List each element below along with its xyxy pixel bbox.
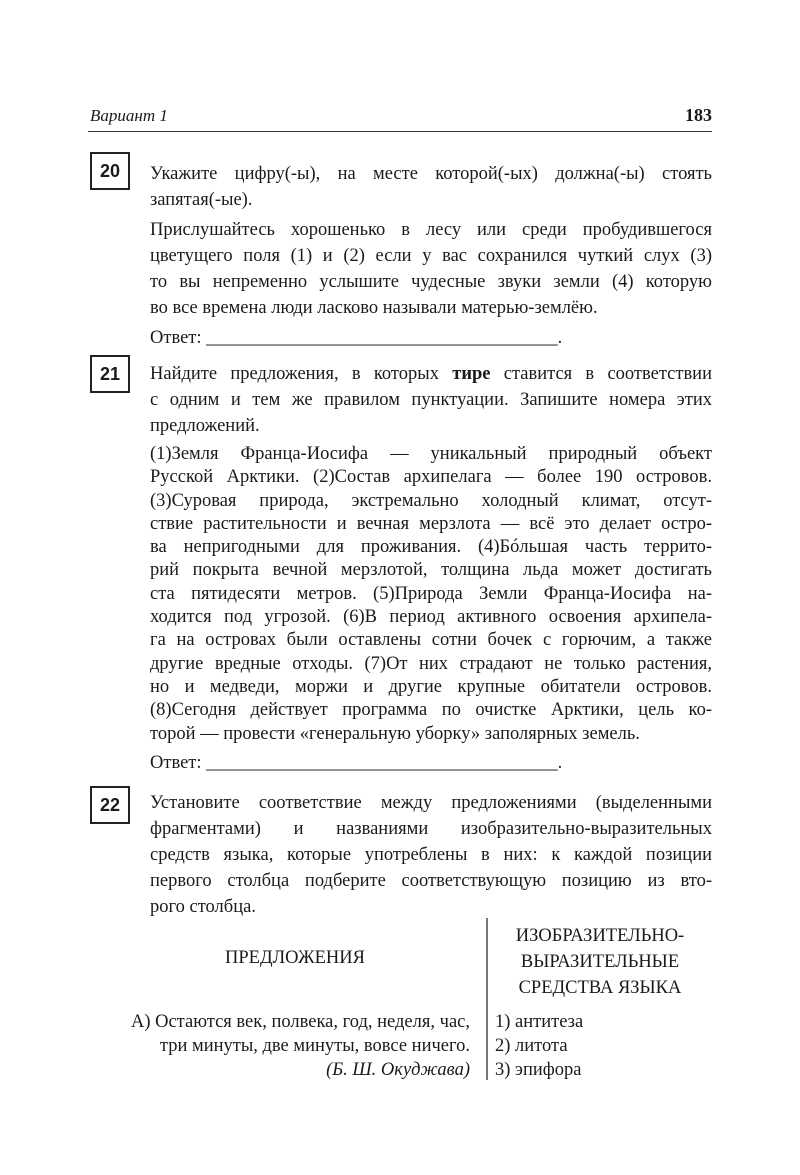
means-option: 1) антитеза	[495, 1012, 584, 1032]
task-line: первого столбца подберите соответствующую позицию из вто-	[150, 871, 712, 891]
text-line: другие вредные отходы. (7)От них страдают не только растения,	[150, 653, 712, 674]
text-line: ва непригодными для проживания. (4)Бóльшая часть террито-	[150, 537, 712, 558]
answer-line[interactable]: Ответ: ______________________________________.	[150, 752, 563, 773]
running-header-variant: Вариант 1	[90, 106, 168, 125]
means-option: 2) литота	[495, 1036, 568, 1056]
text-line: ходится под угрозой. (6)В период активного освоения архипела-	[150, 607, 712, 628]
task-text: ставится в соответствии	[490, 364, 712, 384]
sentence-a-author: (Б. Ш. Окуджава)	[326, 1060, 470, 1080]
question-20	[150, 161, 712, 351]
text-line: торой — провести «генеральную уборку» заполярных земель.	[150, 723, 640, 744]
question-number-20: 20	[90, 152, 130, 190]
text-line: га на островах были оставлены сотни бочек с горючим, а также	[150, 630, 712, 651]
text-line: (1)Земля Франца-Иосифа — уникальный природный объект	[150, 444, 712, 464]
header-line: СРЕДСТВА ЯЗЫКА	[518, 978, 682, 998]
header-line: ИЗОБРАЗИТЕЛЬНО-	[515, 926, 685, 946]
task-line: рого столбца.	[150, 897, 256, 917]
task-keyword: тире	[452, 364, 491, 384]
question-21	[150, 361, 712, 776]
question-22	[150, 790, 712, 920]
text-line: но и медведи, моржи и другие крупные обитатели островов.	[150, 676, 712, 697]
task-line	[150, 361, 712, 387]
page-number: 183	[685, 105, 712, 125]
text-line: во все времена люди ласково называли матерью-землёю.	[150, 298, 598, 318]
column-divider	[486, 918, 488, 1080]
text-line: ста пятидесяти метров. (5)Природа Земли Франца-Иосифа на-	[150, 583, 712, 604]
header-line: ВЫРАЗИТЕЛЬНЫЕ	[520, 952, 680, 972]
text-line: ствие растительности и вечная мерзлота — всё это делает остро-	[150, 513, 712, 534]
task-line: средств языка, которые употреблены в них: к каждой позиции	[150, 845, 712, 865]
column-header-means	[495, 923, 705, 1001]
text-line: цветущего поля (1) и (2) если у вас сохранился чуткий слух (3)	[150, 246, 712, 266]
text-line: Русской Арктики. (2)Состав архипелага — более 190 островов.	[150, 467, 712, 488]
header-divider	[88, 131, 712, 132]
means-option: 3) эпифора	[495, 1060, 582, 1080]
text-line: рий покрыта вечной мерзлотой, толщина льда может достигать	[150, 560, 712, 581]
task-line: с одним и тем же правилом пунктуации. Запишите номера этих	[150, 390, 712, 410]
text-line: то вы непременно услышите чудесные звуки земли (4) которую	[150, 272, 712, 292]
task-line: запятая(-ые).	[150, 190, 253, 210]
task-line: предложений.	[150, 416, 260, 436]
question-number-21: 21	[90, 355, 130, 393]
answer-line[interactable]: Ответ: ______________________________________.	[150, 328, 563, 348]
text-line: (8)Сегодня действует программа по очистке Арктики, цель ко-	[150, 700, 712, 721]
task-line: Укажите цифру(-ы), на месте которой(-ых) должна(-ы) стоять	[150, 164, 712, 184]
text-line: Прислушайтесь хорошенько в лесу или среди пробудившегося	[150, 220, 712, 240]
task-line: фрагментами) и названиями изобразительно-выразительных	[150, 819, 712, 839]
sentence-a-line: А) Остаются век, полвека, год, неделя, час,	[130, 1012, 470, 1032]
text-line: (3)Суровая природа, экстремально холодный климат, отсут-	[150, 490, 712, 511]
task-line: Установите соответствие между предложениями (выделенными	[150, 793, 712, 813]
task-text: Найдите предложения, в которых	[150, 364, 453, 384]
sentence-a-line: три минуты, две минуты, вовсе ничего.	[159, 1036, 470, 1056]
question-number-22: 22	[90, 786, 130, 824]
column-header-sentences: ПРЕДЛОЖЕНИЯ	[225, 948, 365, 968]
